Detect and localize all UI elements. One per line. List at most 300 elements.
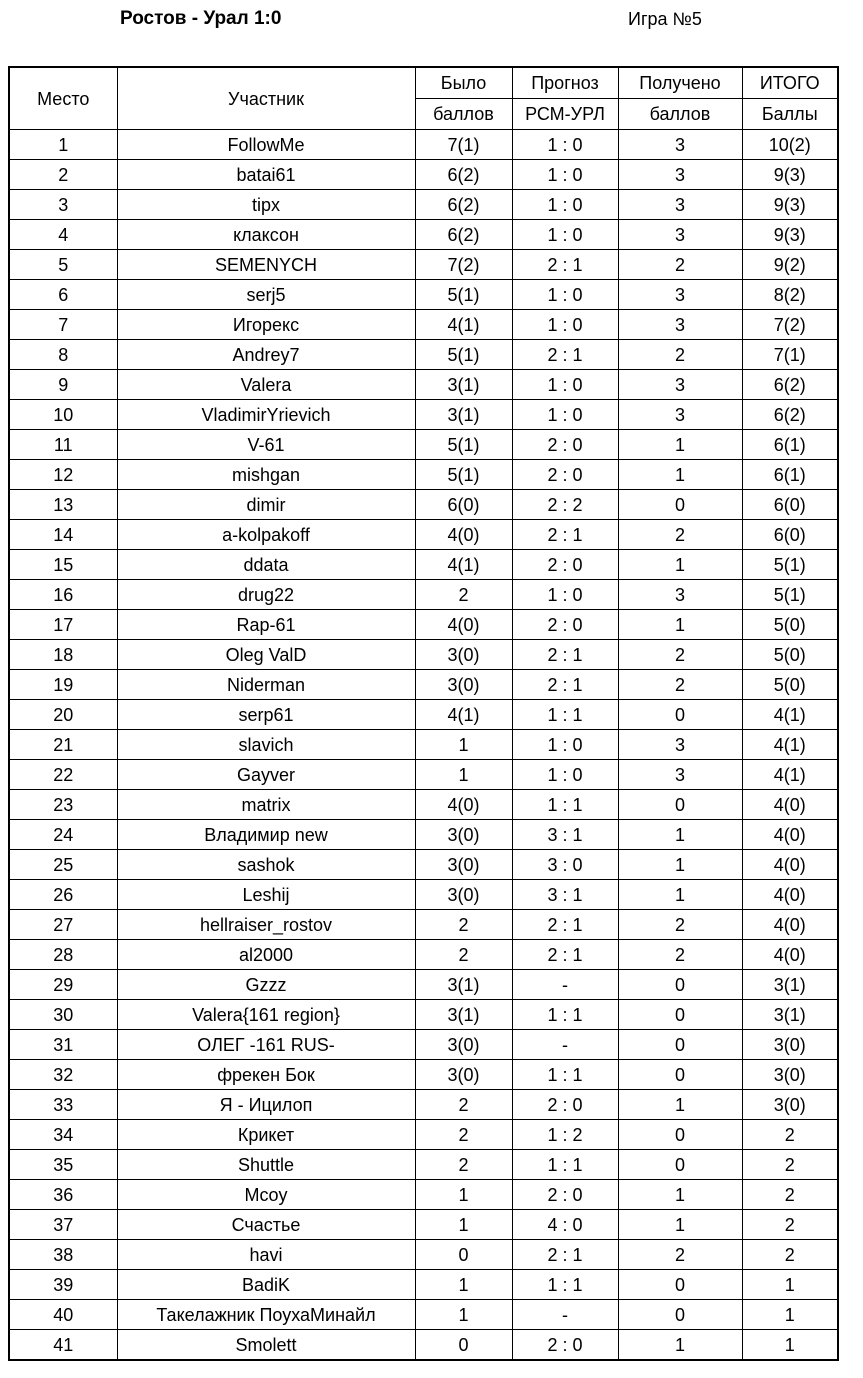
table-row: [9, 550, 838, 580]
cell-prediction: 2 : 1: [512, 250, 618, 280]
cell-total: 2: [742, 1150, 838, 1180]
cell-participant: FollowMe: [117, 130, 415, 160]
cell-total: 3(0): [742, 1030, 838, 1060]
cell-participant: al2000: [117, 940, 415, 970]
cell-total: 4(0): [742, 910, 838, 940]
cell-points-received: 3: [618, 310, 742, 340]
cell-place: 17: [9, 610, 117, 640]
cell-prediction: 2 : 0: [512, 460, 618, 490]
cell-points-received: 2: [618, 1240, 742, 1270]
cell-prediction: -: [512, 970, 618, 1000]
cell-points-received: 1: [618, 850, 742, 880]
cell-total: 1: [742, 1300, 838, 1330]
cell-participant: slavich: [117, 730, 415, 760]
table-row: [9, 880, 838, 910]
cell-total: 3(1): [742, 970, 838, 1000]
cell-points-before: 4(1): [415, 700, 512, 730]
cell-prediction: 1 : 0: [512, 130, 618, 160]
table-row: [9, 430, 838, 460]
cell-prediction: 1 : 1: [512, 1150, 618, 1180]
cell-prediction: 1 : 1: [512, 790, 618, 820]
cell-prediction: 1 : 2: [512, 1120, 618, 1150]
cell-total: 6(2): [742, 400, 838, 430]
cell-prediction: -: [512, 1030, 618, 1060]
table-row: [9, 1300, 838, 1330]
cell-points-received: 0: [618, 970, 742, 1000]
cell-prediction: 2 : 0: [512, 550, 618, 580]
cell-total: 4(0): [742, 820, 838, 850]
cell-prediction: 1 : 0: [512, 370, 618, 400]
cell-points-received: 1: [618, 430, 742, 460]
cell-prediction: 2 : 2: [512, 490, 618, 520]
cell-points-received: 1: [618, 550, 742, 580]
cell-total: 4(0): [742, 850, 838, 880]
header-before-line2: баллов: [415, 99, 512, 130]
cell-place: 25: [9, 850, 117, 880]
cell-points-before: 4(0): [415, 610, 512, 640]
table-row: [9, 400, 838, 430]
cell-total: 5(0): [742, 610, 838, 640]
header-prediction-line1: Прогноз: [512, 67, 618, 99]
cell-prediction: 1 : 1: [512, 1060, 618, 1090]
table-row: [9, 970, 838, 1000]
cell-participant: Valera{161 region}: [117, 1000, 415, 1030]
cell-total: 2: [742, 1120, 838, 1150]
cell-place: 34: [9, 1120, 117, 1150]
cell-prediction: 2 : 0: [512, 1330, 618, 1361]
cell-points-received: 1: [618, 820, 742, 850]
cell-place: 7: [9, 310, 117, 340]
table-row: [9, 490, 838, 520]
cell-points-received: 1: [618, 1180, 742, 1210]
cell-points-received: 3: [618, 280, 742, 310]
cell-points-received: 1: [618, 1330, 742, 1361]
cell-total: 3(0): [742, 1060, 838, 1090]
cell-prediction: 1 : 0: [512, 400, 618, 430]
table-row: [9, 580, 838, 610]
cell-points-before: 4(1): [415, 310, 512, 340]
cell-prediction: 1 : 0: [512, 220, 618, 250]
cell-points-before: 3(0): [415, 670, 512, 700]
cell-points-received: 3: [618, 160, 742, 190]
cell-place: 40: [9, 1300, 117, 1330]
cell-points-received: 2: [618, 910, 742, 940]
game-number: Игра №5: [628, 9, 702, 29]
cell-place: 16: [9, 580, 117, 610]
cell-points-before: 3(1): [415, 1000, 512, 1030]
cell-points-before: 3(0): [415, 1030, 512, 1060]
cell-total: 5(0): [742, 640, 838, 670]
cell-participant: Владимир new: [117, 820, 415, 850]
table-row: [9, 790, 838, 820]
table-body: [9, 130, 838, 1361]
header-received-line1: Получено: [618, 67, 742, 99]
cell-place: 28: [9, 940, 117, 970]
table-row: [9, 730, 838, 760]
cell-participant: drug22: [117, 580, 415, 610]
cell-prediction: 2 : 0: [512, 1180, 618, 1210]
cell-place: 5: [9, 250, 117, 280]
cell-points-received: 1: [618, 1090, 742, 1120]
cell-prediction: 1 : 0: [512, 760, 618, 790]
match-title: Ростов - Урал 1:0: [120, 8, 282, 29]
cell-points-before: 2: [415, 1090, 512, 1120]
cell-points-before: 3(1): [415, 370, 512, 400]
cell-total: 1: [742, 1270, 838, 1300]
header-participant: Участник: [117, 67, 415, 130]
cell-prediction: 1 : 1: [512, 1000, 618, 1030]
cell-participant: mishgan: [117, 460, 415, 490]
cell-prediction: 1 : 0: [512, 580, 618, 610]
cell-participant: serj5: [117, 280, 415, 310]
cell-points-received: 3: [618, 370, 742, 400]
cell-place: 8: [9, 340, 117, 370]
cell-points-received: 0: [618, 1000, 742, 1030]
cell-points-received: 3: [618, 730, 742, 760]
cell-points-before: 5(1): [415, 460, 512, 490]
cell-participant: havi: [117, 1240, 415, 1270]
table-row: [9, 520, 838, 550]
cell-points-received: 0: [618, 490, 742, 520]
header-received-line2: баллов: [618, 99, 742, 130]
cell-participant: dimir: [117, 490, 415, 520]
cell-place: 2: [9, 160, 117, 190]
cell-points-before: 4(0): [415, 520, 512, 550]
cell-points-before: 5(1): [415, 430, 512, 460]
table-row: [9, 130, 838, 160]
cell-points-received: 3: [618, 130, 742, 160]
cell-points-received: 2: [618, 250, 742, 280]
cell-prediction: 1 : 0: [512, 160, 618, 190]
table-row: [9, 220, 838, 250]
cell-prediction: 3 : 1: [512, 880, 618, 910]
cell-points-before: 3(0): [415, 640, 512, 670]
table-row: [9, 940, 838, 970]
cell-total: 4(1): [742, 700, 838, 730]
cell-place: 27: [9, 910, 117, 940]
cell-place: 13: [9, 490, 117, 520]
cell-points-before: 3(1): [415, 400, 512, 430]
cell-points-before: 4(1): [415, 550, 512, 580]
table-row: [9, 1210, 838, 1240]
cell-points-before: 2: [415, 910, 512, 940]
cell-total: 4(0): [742, 880, 838, 910]
cell-points-received: 1: [618, 1210, 742, 1240]
cell-points-before: 4(0): [415, 790, 512, 820]
header-before-line1: Было: [415, 67, 512, 99]
table-row: [9, 1000, 838, 1030]
cell-points-before: 7(1): [415, 130, 512, 160]
cell-points-before: 6(2): [415, 160, 512, 190]
cell-points-before: 2: [415, 1150, 512, 1180]
cell-participant: Niderman: [117, 670, 415, 700]
cell-total: 6(0): [742, 520, 838, 550]
cell-participant: Mcoy: [117, 1180, 415, 1210]
header-total-line2: Баллы: [742, 99, 838, 130]
cell-place: 35: [9, 1150, 117, 1180]
cell-total: 2: [742, 1210, 838, 1240]
cell-participant: BadiK: [117, 1270, 415, 1300]
cell-points-before: 7(2): [415, 250, 512, 280]
cell-total: 7(2): [742, 310, 838, 340]
table-row: [9, 910, 838, 940]
cell-points-received: 2: [618, 640, 742, 670]
cell-total: 2: [742, 1180, 838, 1210]
cell-points-before: 3(0): [415, 820, 512, 850]
cell-points-before: 1: [415, 730, 512, 760]
cell-place: 19: [9, 670, 117, 700]
cell-points-received: 2: [618, 940, 742, 970]
cell-place: 3: [9, 190, 117, 220]
cell-points-received: 1: [618, 460, 742, 490]
cell-participant: Oleg ValD: [117, 640, 415, 670]
cell-place: 1: [9, 130, 117, 160]
cell-points-before: 6(2): [415, 190, 512, 220]
cell-prediction: 2 : 1: [512, 520, 618, 550]
cell-points-received: 3: [618, 190, 742, 220]
cell-points-received: 0: [618, 1120, 742, 1150]
cell-total: 4(1): [742, 760, 838, 790]
cell-participant: Крикет: [117, 1120, 415, 1150]
cell-prediction: 3 : 1: [512, 820, 618, 850]
cell-points-before: 6(2): [415, 220, 512, 250]
cell-total: 3(0): [742, 1090, 838, 1120]
cell-place: 18: [9, 640, 117, 670]
cell-place: 37: [9, 1210, 117, 1240]
cell-points-before: 5(1): [415, 280, 512, 310]
cell-points-received: 0: [618, 790, 742, 820]
cell-points-before: 0: [415, 1330, 512, 1361]
cell-total: 9(2): [742, 250, 838, 280]
cell-prediction: 1 : 0: [512, 730, 618, 760]
table-row: [9, 640, 838, 670]
cell-total: 6(0): [742, 490, 838, 520]
cell-prediction: 1 : 1: [512, 700, 618, 730]
cell-prediction: 1 : 0: [512, 280, 618, 310]
cell-participant: Gayver: [117, 760, 415, 790]
cell-participant: Valera: [117, 370, 415, 400]
table-row: [9, 1090, 838, 1120]
cell-participant: Я - Ицилоп: [117, 1090, 415, 1120]
cell-total: 6(1): [742, 430, 838, 460]
cell-total: 2: [742, 1240, 838, 1270]
cell-prediction: 3 : 0: [512, 850, 618, 880]
cell-total: 4(1): [742, 730, 838, 760]
cell-place: 33: [9, 1090, 117, 1120]
cell-participant: VladimirYrievich: [117, 400, 415, 430]
cell-prediction: 4 : 0: [512, 1210, 618, 1240]
cell-participant: клаксон: [117, 220, 415, 250]
cell-points-received: 3: [618, 760, 742, 790]
cell-participant: tipx: [117, 190, 415, 220]
table-row: [9, 1240, 838, 1270]
table-row: [9, 250, 838, 280]
cell-prediction: 2 : 0: [512, 610, 618, 640]
cell-place: 30: [9, 1000, 117, 1030]
cell-points-received: 1: [618, 610, 742, 640]
cell-participant: a-kolpakoff: [117, 520, 415, 550]
cell-place: 22: [9, 760, 117, 790]
cell-place: 14: [9, 520, 117, 550]
cell-participant: Gzzz: [117, 970, 415, 1000]
cell-participant: batai61: [117, 160, 415, 190]
cell-participant: ddata: [117, 550, 415, 580]
cell-place: 11: [9, 430, 117, 460]
cell-total: 7(1): [742, 340, 838, 370]
table-row: [9, 1270, 838, 1300]
cell-points-before: 1: [415, 1210, 512, 1240]
cell-prediction: 2 : 1: [512, 670, 618, 700]
cell-points-before: 3(1): [415, 970, 512, 1000]
cell-points-received: 2: [618, 340, 742, 370]
cell-participant: sashok: [117, 850, 415, 880]
cell-total: 8(2): [742, 280, 838, 310]
cell-place: 24: [9, 820, 117, 850]
table-row: [9, 760, 838, 790]
table-row: [9, 1060, 838, 1090]
cell-points-before: 1: [415, 1270, 512, 1300]
cell-prediction: 1 : 0: [512, 310, 618, 340]
cell-participant: ОЛЕГ -161 RUS-: [117, 1030, 415, 1060]
cell-place: 32: [9, 1060, 117, 1090]
cell-total: 3(1): [742, 1000, 838, 1030]
table-row: [9, 340, 838, 370]
cell-points-received: 3: [618, 580, 742, 610]
cell-total: 9(3): [742, 190, 838, 220]
cell-total: 4(0): [742, 940, 838, 970]
cell-place: 38: [9, 1240, 117, 1270]
cell-total: 4(0): [742, 790, 838, 820]
cell-prediction: 1 : 0: [512, 190, 618, 220]
cell-total: 1: [742, 1330, 838, 1361]
cell-points-received: 3: [618, 400, 742, 430]
cell-points-before: 3(0): [415, 1060, 512, 1090]
cell-participant: SEMENYCH: [117, 250, 415, 280]
table-row: [9, 670, 838, 700]
cell-points-before: 3(0): [415, 880, 512, 910]
cell-points-received: 0: [618, 700, 742, 730]
cell-place: 39: [9, 1270, 117, 1300]
cell-participant: Игорекс: [117, 310, 415, 340]
cell-prediction: 2 : 0: [512, 1090, 618, 1120]
cell-place: 9: [9, 370, 117, 400]
cell-points-before: 1: [415, 1180, 512, 1210]
cell-points-before: 2: [415, 940, 512, 970]
cell-participant: Такелажник ПоухаМинайл: [117, 1300, 415, 1330]
table-row: [9, 1150, 838, 1180]
cell-participant: hellraiser_rostov: [117, 910, 415, 940]
cell-points-received: 2: [618, 670, 742, 700]
results-table: [8, 66, 839, 1361]
cell-prediction: 2 : 1: [512, 910, 618, 940]
header-place: Место: [9, 67, 117, 130]
cell-participant: Smolett: [117, 1330, 415, 1361]
header-prediction-line2: РСМ-УРЛ: [512, 99, 618, 130]
cell-points-before: 1: [415, 760, 512, 790]
cell-points-before: 3(0): [415, 850, 512, 880]
cell-points-before: 1: [415, 1300, 512, 1330]
cell-points-before: 2: [415, 580, 512, 610]
table-row: [9, 1120, 838, 1150]
cell-prediction: 2 : 1: [512, 1240, 618, 1270]
cell-participant: Andrey7: [117, 340, 415, 370]
cell-points-received: 0: [618, 1300, 742, 1330]
cell-total: 9(3): [742, 160, 838, 190]
cell-prediction: 2 : 1: [512, 640, 618, 670]
cell-participant: фрекен Бок: [117, 1060, 415, 1090]
cell-total: 6(2): [742, 370, 838, 400]
table-row: [9, 1180, 838, 1210]
cell-points-before: 6(0): [415, 490, 512, 520]
cell-points-received: 1: [618, 880, 742, 910]
cell-place: 4: [9, 220, 117, 250]
table-row: [9, 610, 838, 640]
cell-place: 36: [9, 1180, 117, 1210]
cell-place: 6: [9, 280, 117, 310]
table-row: [9, 460, 838, 490]
cell-points-received: 2: [618, 520, 742, 550]
cell-place: 15: [9, 550, 117, 580]
cell-participant: Leshij: [117, 880, 415, 910]
cell-points-before: 2: [415, 1120, 512, 1150]
cell-points-received: 0: [618, 1030, 742, 1060]
cell-points-received: 0: [618, 1270, 742, 1300]
cell-prediction: -: [512, 1300, 618, 1330]
cell-place: 20: [9, 700, 117, 730]
table-row: [9, 850, 838, 880]
cell-points-before: 5(1): [415, 340, 512, 370]
cell-participant: serp61: [117, 700, 415, 730]
cell-place: 31: [9, 1030, 117, 1060]
cell-participant: matrix: [117, 790, 415, 820]
cell-points-received: 0: [618, 1150, 742, 1180]
table-row: [9, 1030, 838, 1060]
cell-prediction: 1 : 1: [512, 1270, 618, 1300]
cell-total: 5(1): [742, 580, 838, 610]
cell-participant: Счастье: [117, 1210, 415, 1240]
cell-total: 5(1): [742, 550, 838, 580]
cell-place: 26: [9, 880, 117, 910]
cell-points-before: 0: [415, 1240, 512, 1270]
cell-total: 6(1): [742, 460, 838, 490]
cell-points-received: 0: [618, 1060, 742, 1090]
cell-points-received: 3: [618, 220, 742, 250]
table-row: [9, 370, 838, 400]
cell-total: 10(2): [742, 130, 838, 160]
cell-participant: V-61: [117, 430, 415, 460]
table-row: [9, 310, 838, 340]
cell-participant: Shuttle: [117, 1150, 415, 1180]
cell-prediction: 2 : 0: [512, 430, 618, 460]
table-row: [9, 190, 838, 220]
cell-prediction: 2 : 1: [512, 940, 618, 970]
table-row: [9, 1330, 838, 1361]
header-total-line1: ИТОГО: [742, 67, 838, 99]
cell-place: 10: [9, 400, 117, 430]
table-row: [9, 280, 838, 310]
table-header: [9, 67, 838, 130]
cell-participant: Rap-61: [117, 610, 415, 640]
table-row: [9, 700, 838, 730]
cell-total: 9(3): [742, 220, 838, 250]
cell-prediction: 2 : 1: [512, 340, 618, 370]
cell-place: 21: [9, 730, 117, 760]
table-row: [9, 160, 838, 190]
cell-place: 29: [9, 970, 117, 1000]
cell-place: 23: [9, 790, 117, 820]
cell-total: 5(0): [742, 670, 838, 700]
cell-place: 12: [9, 460, 117, 490]
